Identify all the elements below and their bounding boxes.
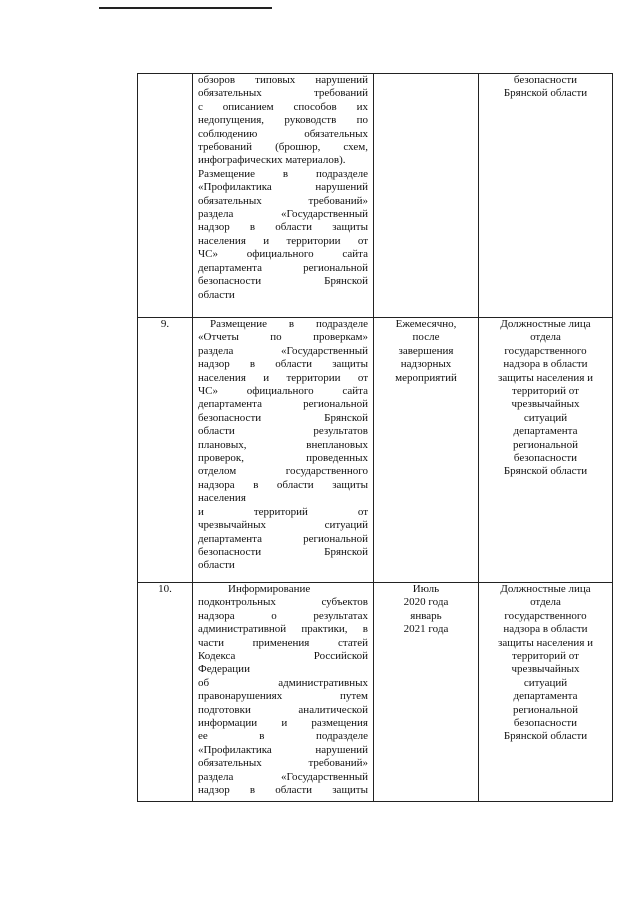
description-line: обзоров типовых нарушений [198,74,368,86]
description-line: части применения статей [198,636,368,649]
description-line: Федерации [198,663,250,676]
description-line: проверок, проведенных [198,452,368,465]
description-line: ее в подразделе [198,730,368,743]
row-number-cell: 10. [138,583,193,802]
description-line: департамента региональной [198,532,368,545]
responsible-line: отдела [530,596,561,609]
description-line: подконтрольных субъектов [198,596,368,609]
responsible-line: чрезвычайных [511,398,580,411]
row-responsible-cell [479,318,613,583]
row-number-cell [138,74,193,318]
description-line: соблюдению обязательных [198,127,368,140]
description-line: надзора в области защиты [198,478,368,491]
description-line: департамента региональной [198,398,368,411]
measures-table [137,73,613,802]
responsible-line: Брянской области [503,87,588,100]
responsible-line: ситуаций [523,411,568,424]
term-line: 2021 года [403,623,449,636]
description-line: безопасности Брянской [198,275,368,288]
description-line: и территорий от [198,505,368,518]
description-line: Информирование [228,583,311,595]
responsible-line: безопасности [513,452,578,465]
description-line: «Отчеты по проверкам» [198,331,368,344]
responsible-line: Брянской области [503,730,588,743]
description-line: информации и размещения [198,717,368,730]
description-line: надзор в области защиты [198,221,368,234]
responsible-line: надзора в области [503,358,588,371]
row-term-cell [374,318,479,583]
responsible-line: территорий от [512,650,579,663]
responsible-line: региональной [513,703,578,716]
responsible-line: Должностные лица [500,318,591,330]
responsible-line: безопасности [513,717,578,730]
description-line: Кодекса Российской [198,650,368,663]
description-line: обязательных требований» [198,194,368,207]
description-line: раздела «Государственный [198,208,368,221]
responsible-line: Должностные лица [500,583,591,595]
responsible-line: государственного [504,609,587,622]
row-term-cell [374,583,479,802]
description-line: области [198,559,235,572]
description-line: подготовки аналитической [198,703,368,716]
responsible-line: Брянской области [503,465,588,478]
row-description-cell [193,74,374,318]
description-line: отделом государственного [198,465,368,478]
description-line: недопущения, руководств по [198,114,368,127]
row-responsible-cell [479,583,613,802]
description-line: инфографических материалов). [198,154,346,167]
row-number-cell: 9. [138,318,193,583]
responsible-line: отдела [530,331,561,344]
description-line: «Профилактика нарушений [198,181,368,194]
description-line: чрезвычайных ситуаций [198,519,368,532]
responsible-line: защиты населения и [497,636,594,649]
description-line: безопасности Брянской [198,411,368,424]
responsible-line: государственного [504,344,587,357]
responsible-line: региональной [513,438,578,451]
description-line: обязательных требований [198,87,368,100]
row-term-cell [374,74,479,318]
description-line: раздела «Государственный [198,770,368,783]
description-line: плановых, внеплановых [198,438,368,451]
description-line: обязательных требований» [198,757,368,770]
description-line: надзор в области защиты [198,784,368,797]
description-line: населения [198,492,246,505]
term-line: завершения [398,344,454,357]
description-line: надзор в области защиты [198,358,368,371]
responsible-line: департамента [513,425,578,438]
responsible-line: территорий от [512,385,579,398]
responsible-line: надзора в области [503,623,588,636]
responsible-line: чрезвычайных [511,663,580,676]
term-line: январь [410,609,442,622]
description-line: области результатов [198,425,368,438]
term-line: мероприятий [395,371,457,384]
description-line: Размещение в подразделе [210,318,368,330]
description-line: «Профилактика нарушений [198,743,368,756]
table-row [138,583,613,802]
term-line: надзорных [400,358,452,371]
description-line: области [198,288,235,301]
responsible-line: департамента [513,690,578,703]
description-line: надзора о результатах [198,609,368,622]
description-line: требований (брошюр, схем, [198,141,368,154]
description-line: об административных [198,676,368,689]
description-line: административной практики, в [198,623,368,636]
row-responsible-cell [479,74,613,318]
term-line: 2020 года [403,596,449,609]
responsible-line: безопасности [513,74,578,86]
description-line: департамента региональной [198,261,368,274]
table-row [138,318,613,583]
description-line: ЧС» официального сайта [198,248,368,261]
term-line: Июль [412,583,440,595]
header-rule [99,7,272,9]
responsible-line: ситуаций [523,676,568,689]
description-line: раздела «Государственный [198,344,368,357]
responsible-line: защиты населения и [497,371,594,384]
description-line: населения и территории от [198,371,368,384]
row-description-cell [193,583,374,802]
term-line: после [412,331,440,344]
description-line: безопасности Брянской [198,545,368,558]
description-line: населения и территории от [198,234,368,247]
description-line: ЧС» официального сайта [198,385,368,398]
description-line: Размещение в подразделе [198,167,368,180]
description-line: правонарушениях путем [198,690,368,703]
description-line: с описанием способов их [198,100,368,113]
row-description-cell [193,318,374,583]
table-row [138,74,613,318]
term-line: Ежемесячно, [395,318,457,330]
